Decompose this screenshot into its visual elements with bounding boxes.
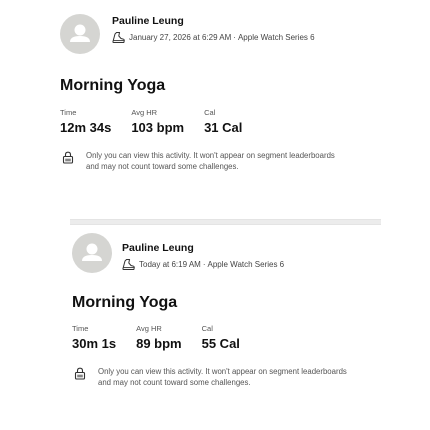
stat-value: 12m 34s — [60, 120, 112, 135]
privacy-notice — [60, 150, 380, 172]
device-name: Apple Watch Series 6 — [237, 32, 315, 42]
stat-label: Avg HR — [131, 108, 158, 117]
activity-header — [72, 233, 372, 273]
athlete-name[interactable]: Pauline Leung — [112, 15, 184, 27]
stat-value: 30m 1s — [72, 336, 117, 351]
shoe-icon — [112, 31, 125, 44]
person-silhouette-icon — [60, 14, 100, 54]
activity-title[interactable]: Morning Yoga — [60, 77, 166, 94]
shoe-icon — [122, 258, 135, 271]
activity-card[interactable] — [60, 14, 380, 172]
stat-value: 89 bpm — [136, 336, 182, 351]
meta-separator: · — [202, 259, 206, 269]
device-name: Apple Watch Series 6 — [207, 259, 285, 269]
stat-value: 31 Cal — [204, 120, 243, 135]
lock-icon — [74, 367, 86, 380]
activity-meta — [122, 258, 284, 271]
stat-avg-hr — [136, 324, 182, 352]
lock-icon — [62, 151, 74, 164]
person-silhouette-icon — [72, 233, 112, 273]
activity-header — [60, 14, 380, 54]
stat-calories — [204, 108, 242, 136]
stat-avg-hr — [131, 108, 184, 136]
activity-stats — [60, 108, 380, 136]
meta-separator: · — [233, 32, 236, 42]
stat-label: Cal — [204, 108, 216, 117]
stat-label: Cal — [201, 324, 213, 333]
activity-date: Today at 6:19 AM — [139, 259, 201, 269]
stat-value: 55 Cal — [201, 336, 240, 351]
avatar[interactable] — [60, 14, 100, 54]
feed-divider — [70, 219, 381, 225]
avatar[interactable] — [72, 233, 112, 273]
stat-value: 103 bpm — [131, 120, 185, 135]
stat-time — [60, 108, 111, 136]
stat-time — [72, 324, 116, 352]
stat-label: Avg HR — [136, 324, 162, 333]
privacy-notice — [72, 366, 372, 388]
stat-label: Time — [60, 108, 77, 117]
stat-label: Time — [72, 324, 89, 333]
activity-title[interactable]: Morning Yoga — [72, 294, 178, 311]
activity-card[interactable] — [72, 233, 372, 388]
privacy-notice-text: Only you can view this activity. It won't appear on segment leaderboards and may not count toward some challenges. — [98, 367, 347, 387]
athlete-name[interactable]: Pauline Leung — [122, 242, 194, 254]
activity-meta — [112, 31, 315, 44]
activity-date: January 27, 2026 at 6:29 AM — [129, 32, 232, 42]
activity-stats — [72, 324, 372, 352]
privacy-notice-text: Only you can view this activity. It won't appear on segment leaderboards and may not count toward some challenges. — [86, 151, 335, 171]
stat-calories — [202, 324, 240, 352]
